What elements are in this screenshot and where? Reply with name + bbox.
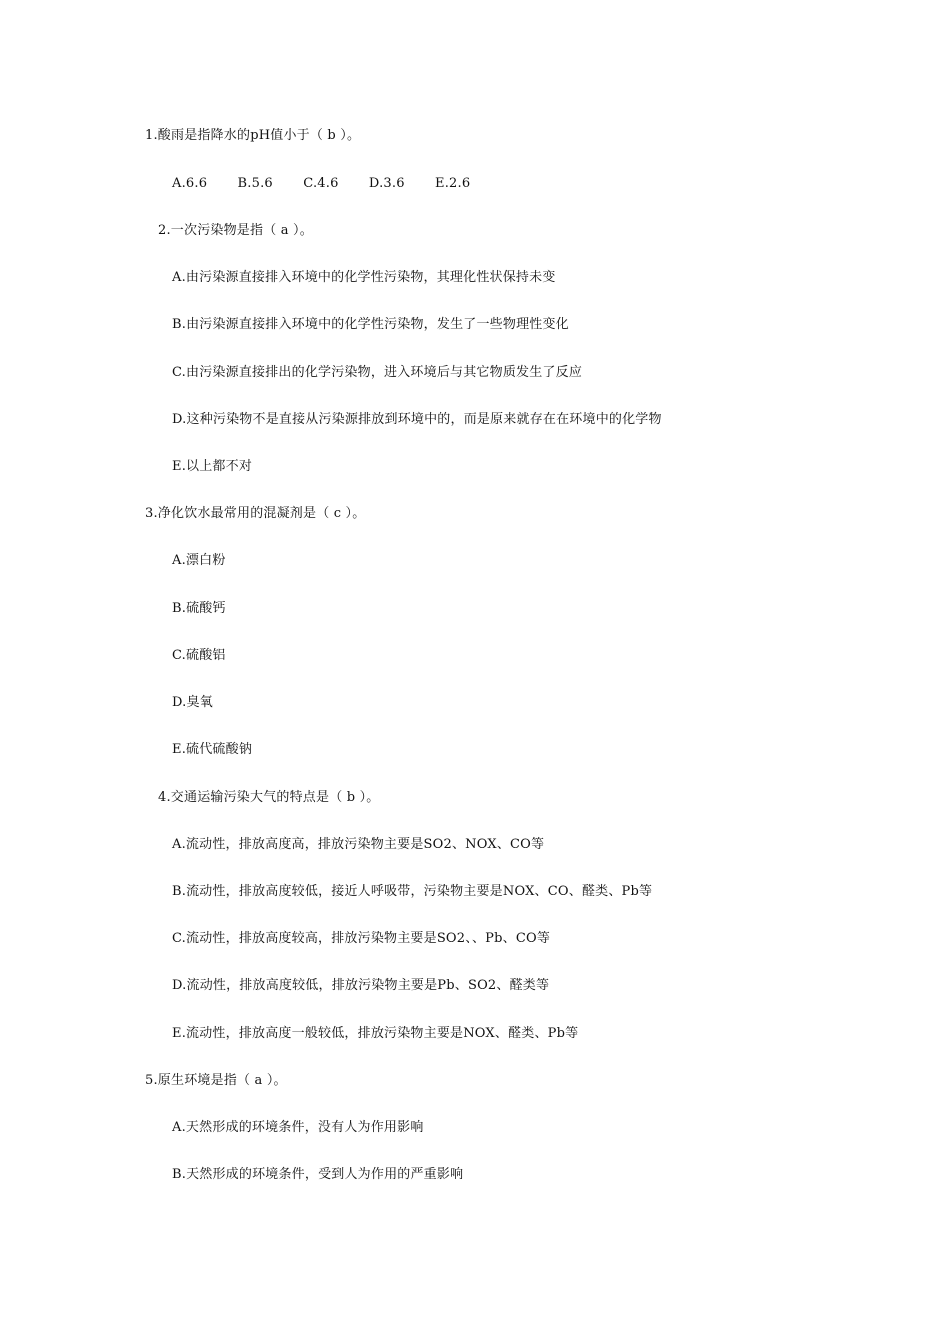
question-3-option-e: E.硫代硫酸钠 — [172, 742, 253, 757]
question-4-option-c: C.流动性，排放高度较高，排放污染物主要是SO2、、Pb、CO等 — [172, 931, 551, 946]
question-4-option-b: B.流动性，排放高度较低，接近人呼吸带，污染物主要是NOX、CO、醛类、Pb等 — [172, 884, 653, 899]
question-4-stem: 4.交通运输污染大气的特点是（ b ）。 — [158, 790, 380, 805]
question-5-stem: 5.原生环境是指（ a ）。 — [145, 1073, 287, 1088]
question-3-option-c: C.硫酸铝 — [172, 648, 226, 663]
question-2-option-a: A.由污染源直接排入环境中的化学性污染物，其理化性状保持未变 — [172, 270, 556, 285]
question-4-option-e: E.流动性，排放高度一般较低，排放污染物主要是NOX、醛类、Pb等 — [172, 1026, 579, 1041]
question-5-option-b: B.天然形成的环境条件，受到人为作用的严重影响 — [172, 1167, 464, 1182]
question-4-option-a: A.流动性，排放高度高，排放污染物主要是SO2、NOX、CO等 — [172, 837, 545, 852]
question-1-option-c: C.4.6 — [303, 176, 339, 191]
question-3-stem: 3.净化饮水最常用的混凝剂是（ c ）。 — [145, 506, 366, 521]
question-1-option-e: E.2.6 — [435, 176, 471, 191]
question-4-option-d: D.流动性，排放高度较低，排放污染物主要是Pb、SO2、醛类等 — [172, 978, 550, 993]
question-1-option-d: D.3.6 — [368, 176, 405, 191]
question-2-option-d: D.这种污染物不是直接从污染源排放到环境中的，而是原来就存在在环境中的化学物 — [172, 412, 662, 427]
question-3-option-a: A.漂白粉 — [172, 553, 226, 568]
question-1-option-a: A.6.6 — [172, 176, 208, 191]
question-3-option-b: B.硫酸钙 — [172, 601, 226, 616]
question-2-option-b: B.由污染源直接排入环境中的化学性污染物，发生了一些物理性变化 — [172, 317, 569, 332]
question-1-options — [172, 176, 470, 192]
question-1-option-b: B.5.6 — [237, 176, 273, 191]
question-2-option-e: E.以上都不对 — [172, 459, 253, 474]
question-1-stem: 1.酸雨是指降水的pH值小于（ b ）。 — [145, 128, 361, 143]
question-2-option-c: C.由污染源直接排出的化学污染物，进入环境后与其它物质发生了反应 — [172, 365, 583, 380]
question-2-stem: 2.一次污染物是指（ a ）。 — [158, 223, 313, 238]
question-5-option-a: A.天然形成的环境条件，没有人为作用影响 — [172, 1120, 424, 1135]
question-3-option-d: D.臭氧 — [172, 695, 213, 710]
